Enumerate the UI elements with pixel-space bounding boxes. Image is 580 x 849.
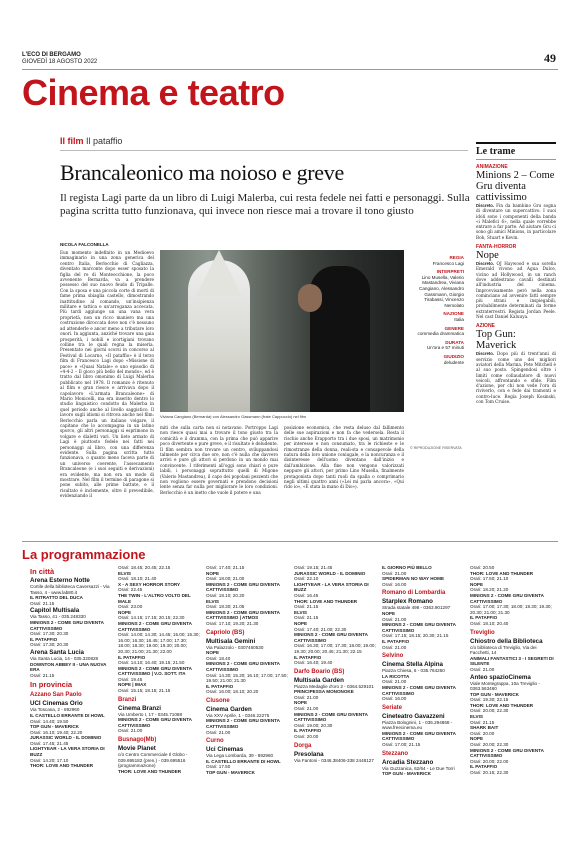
listing-area-heading: In città — [30, 567, 55, 576]
listing-film-title: MINIONS 2 - COME GRU DIVENTA CATTIVISSIMO | V.O. SOTT. ITA — [118, 665, 192, 677]
listing-detail: Orari: 21.15 — [30, 672, 55, 678]
listing-town: Curno — [206, 738, 224, 745]
listing-cinema-name: Arena Santa Lucia — [30, 648, 84, 656]
page-number: 49 — [544, 51, 556, 65]
listing-film-title: SPIDERMAN NO WAY HOME — [382, 576, 445, 582]
listing-detail: Viale Montegrappa, 10a Treviglio - 0363.563460 — [470, 680, 540, 692]
fact-value: Un'ora e 57 minuti — [426, 345, 464, 351]
listing-detail: c/o biblioteca di Treviglio, Via dei Facchetti, 14 — [470, 644, 537, 656]
listing-detail: Orari: 21.15 — [470, 719, 495, 725]
listing-detail: Orari: 21.00 — [382, 644, 407, 650]
listing-film-title: MINIONS 2 - COME GRU DIVENTA CATTIVISSIMO | ATMOS — [206, 609, 280, 621]
listing-detail: Orari: 21.00 — [294, 706, 319, 712]
listing-detail: Orari: 16.45 — [294, 592, 319, 598]
listing-town: Darfo Boario (BS) — [294, 668, 345, 675]
listing-film-title: MINIONS 2 - COME GRU DIVENTA CATTIVISSIMO — [470, 592, 544, 604]
sidebar-review-label: Discreto. — [476, 203, 494, 208]
sidebar-trame — [476, 142, 556, 404]
listing-film-title: ELVIS — [118, 570, 131, 576]
listing-detail: Orari: 18.20; 21.20 — [470, 587, 509, 593]
listing-film-title: MINIONS 2 - COME GRU DIVENTA CATTIVISSIMO — [382, 730, 456, 742]
body-column-2: miti che sulla carta non si notavano. Portroppo Lagi non riesce quasi mai a trovare il tono giusto tra la comicità e il dramma, con la prima che può apparire poco divertente e pure greve, e il risultato è deludente. Il film sembra non trovare un centro, sviluppandosi talmente per circa due ore, non c'è nulla che davvero arrivi e pure gli attori si perdono in un mondo mai convincente. I riferimenti all'oggi sono chiari e pure labili, i personaggi soprattutto quelli di Migone (Valerio Mastandrea), il capo dei popolani pezzenti che non vogliono essere governati e prendono decisioni lente senza far nulla per migliorare le loro condizioni. Berlocchio è un inetto che vuole il potere e una — [160, 425, 278, 495]
listing-detail: Orari: 19.00; 20.30 — [294, 722, 333, 728]
listing-film-title: MINIONS 2 - COME GRU DIVENTA CATTIVISSIMO — [206, 718, 280, 730]
listing-film-title: MINIONS 2 - COME GRU DIVENTA CATTIVISSIMO — [30, 619, 104, 631]
listing-detail: Orari: 17.30; 20.30 — [30, 631, 69, 637]
fact-value: Francesco Lagi — [432, 260, 464, 266]
listing-detail: Strada statale 498 - 0363.901297 — [382, 605, 451, 611]
listing-film-title: NOPE — [382, 610, 396, 616]
listing-film-title: TOP GUN - MAVERICK — [382, 771, 432, 777]
fact-label: DURATA — [445, 339, 464, 345]
listing-cinema-name: Chiostro della Biblioteca — [470, 637, 543, 645]
listing-film-title: MINIONS 2 - COME GRU DIVENTA CATTIVISSIMO — [206, 581, 280, 593]
listing-cinema-name: Anteo spazioCinema — [470, 673, 531, 681]
listing-film-title: IL PATAFFIO — [470, 615, 498, 621]
deck: Il regista Lagi parte da un libro di Luigi Malerba, cui resta fedele nei fatti e personaggi. Sulla pagina scritta tutto funzionava, qui invece non riesce mai a trovare il tono giusto — [60, 192, 470, 217]
listing-cinema-name: Movie Planet — [118, 745, 156, 753]
listing-cinema-name: Presolana — [294, 750, 324, 758]
listing-film-title: MINIONS 2 - COME GRU DIVENTA CATTIVISSIMO — [382, 622, 456, 633]
kicker-rest: Il pataffio — [86, 136, 123, 146]
sidebar-film-title: Minions 2 – Come Gru diventa cattivissimo — [476, 170, 555, 203]
listing-detail: Orari: 23.00 — [118, 604, 143, 610]
listing-detail: Orari: 16.00 — [382, 581, 407, 587]
listing-detail: Orari: 21.00 — [382, 679, 407, 685]
listing-detail: Orari: 21.15 — [294, 604, 319, 610]
listing-town: Clusone — [206, 697, 230, 704]
listing-detail: Via Toscana, 2 - 892960 — [30, 707, 80, 713]
listing-detail: Orari: 14.15; 17.15; 20.15; 22.30 — [118, 615, 185, 621]
article-photo — [160, 250, 404, 412]
fact-value: Lino Musella, Valerio Mastandrea, Viviana Cangiano, Alessandro Gassmann, Giorgio Tirabassi, Vincenzo Nemolato — [419, 274, 464, 308]
listing-film-title: SHARK BAIT — [470, 725, 499, 731]
listing-film-title: MINIONS 2 - COME GRU DIVENTA CATTIVISSIMO — [294, 632, 368, 643]
listing-film-title: LIGHTYEAR - LA VERA STORIA DI BUZZ — [30, 746, 105, 758]
listing-film-title: NOPE — [206, 570, 220, 576]
listing-film-title: IL PATAFFIO — [294, 728, 322, 734]
listing-detail: Orari: 20.00 — [294, 734, 319, 740]
body-column-3: posizione economica, che resta deluso dal fallimento delle sue aspirazioni e non fa che vedersela. Resta il rischio anche Erapporto tra i due sposi, un matrimonio per interesse e non consumato, tra le richieste e le rimostranze della donna, reali-sta e consapevole della natura della loro unione coniugale, e la noncuranza e il disinteresse dell'uomo diventano dall'inizio e dall'ambizione. Alla fine non vengono valorizzati neppure gli attori, per primo Lino Musella, finalmente protagonista dopo tanti ruoli da spalla o comprimario negli ultimi quattro anni («Lei mi parla ancora», «Qui rido io», «È stata la mano di Dio»). — [284, 425, 404, 490]
listing-detail: Via Umberto I, 17 - 0345.71088 — [118, 711, 183, 717]
sidebar-review-label: Discreto. — [476, 261, 494, 267]
sidebar-synopsis — [476, 351, 556, 404]
listing-detail: Orari: 20.00; 22.30 — [470, 708, 509, 714]
listing-detail: Orari: 20.15; 22.30 — [470, 770, 509, 775]
listing-detail: Orari: 19.45 — [118, 676, 143, 682]
listing-film-title: THOR: LOVE AND THUNDER — [470, 570, 534, 576]
listing-film-title: THOR: LOVE AND THUNDER — [30, 763, 94, 769]
programmazione-column — [294, 565, 376, 763]
listing-detail: Orari: 21.00 — [294, 694, 319, 700]
listing-detail: Orari: 21.00 — [470, 666, 495, 672]
listing-film-title: IL PATAFFIO — [470, 764, 498, 770]
sidebar-synopsis-text: Dopo più di trent'anni di servizio come uno dei migliori aviatori della Marina, Pete Mitchell è al suo posto. Spingendosi oltre i limiti come collaudatore di nuovi veicoli, affrontando e sfide. Film d'azione, per chi non vede l'ora di riviverlo, con e fede dai tramonti e contro-luce. Regia Joseph Kosinski, con Tom Cruise. — [476, 351, 556, 405]
listing-detail: Via XXV Aprile, 1 - 0346.22275 — [206, 712, 270, 718]
programmazione-column — [118, 565, 200, 774]
listing-cinema-name: Cinema Branzi — [118, 704, 161, 712]
listing-film-title: IL PATAFFIO — [30, 636, 58, 642]
listing-cinema-name: Multisala Garden — [294, 676, 344, 684]
sidebar-synopsis-text: Fin da bambino Gru sogna di diventare un supercattivo. I suoi idoli sono i componenti della banda «i Malefici 6», nella quale vorrebbe entrare a far parte. Ad aiutare Gru ci sono gli amici Minions, in particolare Bob, Stuart e Kevin. — [476, 203, 556, 240]
listing-cinema-name: Cineteatro Gavazzeni — [382, 712, 445, 720]
listing-film-title: ELVIS — [206, 598, 219, 604]
listing-detail: c/o Centro Commerciale Il Globo - 039.695182 (pren.) - 039.695516 (programmazione) — [118, 752, 188, 769]
listing-film-title: THOR: LOVE AND THUNDER — [118, 768, 182, 774]
listing-detail: Orari: 18.10; 21.40 — [118, 576, 157, 582]
listing-detail: Via Santa Lucia, 14 - 035.320828 — [30, 655, 99, 661]
listing-cinema-name: Starplex Romano — [382, 598, 433, 606]
listing-film-title: IL PATAFFIO — [382, 638, 410, 644]
listing-film-title: IL GIORNO PIÙ BELLO — [382, 565, 432, 570]
listing-detail: Orari: 18.10; 20.40 — [470, 620, 509, 626]
sidebar-category: ANIMAZIONE — [476, 164, 508, 170]
listing-detail: Piazza Bolognini, 1 - 035.294868 - www.freecinema.eu — [382, 719, 453, 731]
listing-detail: Orari: 14.00; 14.30; 14.45; 15.00; 15.30; 16.00; 16.30; 16.45; 17.00; 17.30; 18.00; 18.30; 19.00; 19.30; 20.00; 20.30; 21.00; 21.30; 22.00 — [118, 632, 200, 654]
listing-detail: Orari: 18.40 — [206, 655, 231, 661]
listing-town: Stezzano — [382, 750, 409, 757]
photo-figure-face — [298, 284, 322, 312]
fact-label: INTERPRETI — [436, 269, 464, 275]
listing-film-title: THE TWIN - L'ALTRO VOLTO DEL MALE — [118, 592, 191, 604]
sidebar-category: FANTA-HORROR — [476, 244, 517, 251]
fact-label: REGIA — [449, 255, 464, 260]
listing-film-title: IL CASTELLO ERRANTE DI HOWL — [30, 712, 105, 718]
listing-detail: Via Tasso, 41 - 035.248330 — [30, 614, 86, 620]
masthead-date: GIOVEDÌ 18 AGOSTO 2022 — [22, 59, 98, 65]
listing-film-title: NOPE — [118, 609, 132, 615]
listing-detail: Orari: 20.00; 22.00 — [470, 758, 509, 764]
listing-detail: Orari: 22.10 — [294, 576, 319, 582]
fact-box — [410, 252, 464, 365]
copyright-note: © RIPRODUZIONE RISERVATA — [410, 446, 462, 450]
listing-town: Dorga — [294, 742, 312, 749]
listing-detail: Orari: 18.10; 20.20 — [206, 592, 245, 598]
listing-cinema-name: Arcadia Stezzano — [382, 758, 434, 766]
listing-detail: Orari: 14.30; 15.20; 16.10; 17.00; 17.50; 19.50; 21.00; 21.30 — [206, 672, 288, 684]
listing-detail: Orari: 18.45; 20.45; 22.15 — [118, 565, 171, 570]
listing-detail: Orari: 21.00 — [382, 570, 407, 576]
listing-film-title: IL PATAFFIO — [206, 683, 234, 689]
listing-film-title: MINIONS 2 - COME GRU DIVENTA CATTIVISSIMO — [118, 620, 192, 632]
fact-label: GIUDIZIO — [443, 353, 464, 359]
listing-detail: Orari: 17.45; 21.45 — [30, 740, 69, 746]
listing-film-title: ELVIS — [294, 609, 307, 615]
masthead — [22, 52, 97, 66]
listing-detail: Orari: 14.10; 16.40; 19.15; 21.50 — [118, 660, 185, 666]
fact-label: NAZIONE — [443, 311, 464, 317]
listing-film-title: NOPE — [294, 700, 308, 706]
listing-detail: Via Lega Lombarda, 39 - 892960 — [206, 753, 274, 759]
programmazione-column — [30, 565, 112, 769]
fact-value: Italia — [454, 316, 464, 322]
listing-town: Selvino — [382, 653, 404, 660]
listing-film-title: JURASSIC WORLD - IL DOMINIO — [30, 735, 102, 741]
listing-cinema-name: Capitol Multisala — [30, 607, 80, 615]
listing-film-title: NOPE — [470, 736, 484, 742]
listing-detail: Orari: 20.00; 22.30 — [470, 742, 509, 748]
listing-detail: Orari: 14.20; 17.10 — [30, 757, 69, 763]
listing-detail: Via Palazzolo - 0307460530 — [206, 644, 264, 650]
listing-detail: Orari: 18.30; 21.05 — [206, 604, 245, 610]
listing-detail: Orari: 17.40; 21.00; 22.30 — [294, 626, 347, 632]
listing-film-title: ELVIS — [470, 714, 483, 720]
listing-film-title: TOP GUN - MAVERICK — [470, 691, 520, 697]
listing-detail: Orari: 16.40; 19.40 — [294, 660, 333, 666]
programmazione-title: La programmazione — [22, 547, 146, 562]
fact-value: deludente — [443, 359, 464, 365]
listing-film-title: NOPE | IMAX — [118, 682, 147, 688]
listing-detail: Piazza Chiesa, 6 - 035.764250 — [382, 668, 445, 674]
listing-film-title: IL CASTELLO ERRANTE DI HOWL — [206, 758, 281, 764]
listing-detail: Orari: 16.30; 17.00; 17.30; 18.00; 19.00; 19.30; 20.00; 20.45; 21.30; 22.15 — [294, 643, 376, 654]
listing-town: Busnago(Mb) — [118, 737, 157, 744]
listing-detail: Orari: 18.00; 21.00 — [206, 576, 245, 582]
article-kicker — [60, 136, 122, 146]
listing-detail: Piazza Medaglie d'oro 2 - 0364.529101 — [294, 683, 374, 689]
sidebar-review-label: Discreto. — [476, 351, 494, 357]
listing-detail: Orari: 14.40; 19.50 — [30, 718, 69, 724]
listing-film-title: THOR: LOVE AND THUNDER — [470, 702, 534, 708]
headline: Brancaleonico ma noioso e greve — [60, 160, 344, 185]
listing-film-title: NOPE — [294, 620, 308, 626]
listing-film-title: JURASSIC WORLD - IL DOMINIO — [294, 570, 366, 576]
listing-detail: Orari: 21.00 — [206, 729, 231, 735]
listing-detail: Orari: 17.30; 20.30 — [30, 642, 69, 648]
listing-film-title: TOP GUN - MAVERICK — [206, 770, 256, 776]
listing-detail: Orari: 21.15 — [30, 600, 55, 606]
listing-film-title: X - A SEXY HORROR STORY — [118, 581, 181, 587]
listing-film-title: IL RITRATTO DEL DUCA — [30, 595, 83, 601]
listing-cinema-name: Cinema Garden — [206, 705, 252, 713]
sidebar-film-title: Top Gun: Maverick — [476, 329, 517, 352]
listing-detail: Orari: 17.10; 19.20; 21.30 — [206, 620, 259, 626]
programmazione-column — [206, 565, 288, 776]
listing-detail: Orari: 17.50 — [206, 764, 231, 770]
listing-cinema-name: UCI Cinemas Orio — [30, 700, 83, 708]
listing-detail: Orari: 20.50 — [470, 565, 495, 570]
listing-detail: Cortile della biblioteca Caversazzi - Via Tasso, 4 - www.lab80.it — [30, 584, 110, 595]
listing-detail: Orari: 17.40; 21.15 — [206, 565, 245, 570]
section-title: Cinema e teatro — [22, 72, 285, 113]
listing-film-title: MINIONS 2 - COME GRU DIVENTA CATTIVISSIMO — [470, 747, 544, 759]
listing-film-title: PRINCIPESSA MONONOKE — [294, 689, 354, 695]
sidebar-synopsis — [476, 261, 556, 319]
listing-town: Seriate — [382, 704, 403, 711]
listing-cinema-name: Multisala Gemini — [206, 637, 256, 645]
listing-town: Capriolo (BS) — [206, 629, 245, 636]
sidebar-synopsis — [476, 203, 556, 240]
listing-film-title: IL PATAFFIO — [118, 654, 146, 660]
listing-detail: Via Guzzanica, 62/64 - Le Due Torri — [382, 765, 455, 771]
listing-detail: Via Fantoni - 0346.38406-338 2448127 — [294, 757, 374, 763]
listing-film-title: MINIONS 2 - COME GRU DIVENTA CATTIVISSIMO — [118, 717, 192, 728]
listing-film-title: IL PATAFFIO — [294, 654, 322, 660]
listing-film-title: MINIONS 2 - COME GRU DIVENTA CATTIVISSIMO — [206, 661, 280, 672]
listing-film-title: MINIONS 2 - COME GRU DIVENTA CATTIVISSIMO — [294, 711, 368, 723]
listing-film-title: LIGHTYEAR - LA VERA STORIA DI BUZZ — [294, 581, 369, 593]
listing-detail: Orari: 16.00 — [382, 696, 407, 702]
programmazione-column — [382, 565, 464, 777]
listing-detail: Orari: 17.00; 21.15 — [382, 742, 421, 748]
listing-area-heading: In provincia — [30, 680, 73, 690]
listing-detail: Orari: 15.15; 18.15; 21.15 — [118, 688, 171, 694]
programmazione-rule — [22, 541, 558, 542]
listing-detail: Orari: 22.45 — [118, 587, 143, 593]
listing-town: Branzi — [118, 696, 137, 703]
listing-detail: Orari: 17.00; 17.30; 18.00; 18.30; 19.30; 20.30; 21.00; 21.30 — [470, 604, 552, 615]
listing-detail: Orari: 16.00; 18.10; 20.20 — [206, 689, 259, 695]
body-column-1: Eun momento indefinito in un Medioevo immaginario in una zona generica del centro Italia, Berlocchio di Cagliazza, diventato marconte dopo esser sposato la figlia del re di Monteocchione, la poco avvenente Bernarda, va a prendere possesso del suo nuovo feudo di Tripalle. Con la sposa e una piccola corte di morti di fame prima sbiaglia castello, dimostrando inattitudine al comando, un'insipienza militare e tattica e un'arroganza accecata. Più tardi aggiunge un una vana vera proprietà, non un ricco maniero ma una costruzione diroccata dove non c'è nessuno ad attenderle e ancor meno a tributare loro onori. In aggiunta, anziché trovare una gaia prosperità, i nobili e icortigiani trovano colline tra le quali regna la miseria. Presentato nei giorni scorsi in concorso al Festival di Locarno, «Il pataffio» è il terzo film di Francesco Lagi dopo «Missione di pace» e «Quasi Natale» e uno episodio di «4-4-2 – Il gioco più bello del mondo», ed è tratto dal libro omonimo di Luigi Malerba pubblicato nel 1978. Il romanzo è ritenuto al film e gran riesce e arrivava dopo il capolavoro «L'armata Brancaleone» di Mario Monicelli, ma era inserito dentro lo studio linguistico condotto da Malerba in quel periodo anche al livello saggistico. Il lavoro sugli idiomi si ritrova anche nel film: Berlocchio parla un italiano volgare, il capitano che lo accompagna in un latino sporco, gli altri personaggi si esprimono in volgare e dialetti vari. Un lieto armato di Lagi è piuttosto fedele nei fatti nei personaggi al libro, con una differenza evidente. Sulla pagina scritta tutto funzionava, o quanto meno faceva parte di un universo coerente, l'assecamento Brancaleone (e i suoi seguiti e derivazioni) era evidente, ma non era un modo di mostrare. Nel film il termine di paragone si pone subito, alle prime battute, e il risultato è inclemente, oltre il prevedibile, evidenziando il — [60, 250, 154, 499]
kicker-bold: Il film — [60, 136, 84, 146]
listing-film-title: DOWNTON ABBEY II - UNA NUOVA ERA — [30, 661, 107, 673]
listing-town: Azzano San Paolo — [30, 692, 82, 699]
listing-film-title: NOPE — [470, 581, 484, 587]
sidebar-film-title: Nope — [476, 250, 499, 262]
listing-detail: Orari: 20.00 — [470, 730, 495, 736]
listing-cinema-name: Arena Esterno Notte — [30, 577, 90, 584]
listing-detail: Orari: 17.50; 21.10 — [470, 576, 509, 582]
sidebar-category: AZIONE — [476, 323, 495, 330]
top-rule — [22, 69, 558, 70]
listing-cinema-name: Uci Cinemas — [206, 746, 244, 754]
programmazione-column — [470, 565, 556, 776]
listing-town: Romano di Lombardia — [382, 590, 446, 597]
photo-caption: Viviana Cangiano (Bernarda) con Alessandro Gassmann (frate Cappuccio) nel film — [160, 414, 307, 419]
listing-town: Treviglio — [470, 629, 495, 636]
sidebar-title: Le trame — [476, 142, 556, 160]
listing-detail: Orari: 17.15; 18.15; 20.30; 21.15 — [382, 633, 449, 639]
sidebar-synopsis-text: OJ Haywood e sua sorella Emerald vivono ad Agua Dulce, vicino ad Hollywood, in un ranch dove addestrano cavalli destinati all'industria del cinema. Improvvisamente però nella zona cominciano ad avvenire fatti sempre più strani e inspiegabili, probabilmente determinati da forme extraterrestri. Regista Jordan Peele. Nel cast Daniel Kaluuya. — [476, 261, 556, 320]
fact-label: GENERE — [444, 325, 464, 331]
listing-detail: Orari: 19.30; 22.15 — [470, 697, 509, 703]
kicker-rule — [60, 150, 468, 151]
listing-detail: Orari: 21.15 — [294, 615, 319, 621]
listing-detail: Orari: 19.15; 21.45 — [294, 565, 333, 570]
listing-cinema-name: Cinema Stella Alpina — [382, 661, 443, 669]
listing-film-title: LA RICOTTA — [382, 673, 410, 679]
listing-film-title: ANIMALI FANTASTICI 3 - I SEGRETI DI SILENTE — [470, 655, 554, 667]
listing-detail: Orari: 16.10; 19.40; 22.20 — [30, 729, 83, 735]
listing-detail: Orari: 21.00 — [382, 616, 407, 622]
fact-value: commedia drammatica — [417, 331, 464, 337]
listing-film-title: THOR: LOVE AND THUNDER — [294, 598, 358, 604]
masthead-brand: L'ECO DI BERGAMO — [22, 52, 81, 58]
listing-film-title: NOPE — [206, 650, 220, 656]
listing-film-title: TOP GUN - MAVERICK — [30, 724, 80, 730]
listing-film-title: MINIONS 2 - COME GRU DIVENTA CATTIVISSIMO — [382, 684, 456, 696]
byline: NICOLA FALCONELLA — [60, 242, 109, 247]
listing-detail: Orari: 21.00 — [118, 728, 143, 734]
